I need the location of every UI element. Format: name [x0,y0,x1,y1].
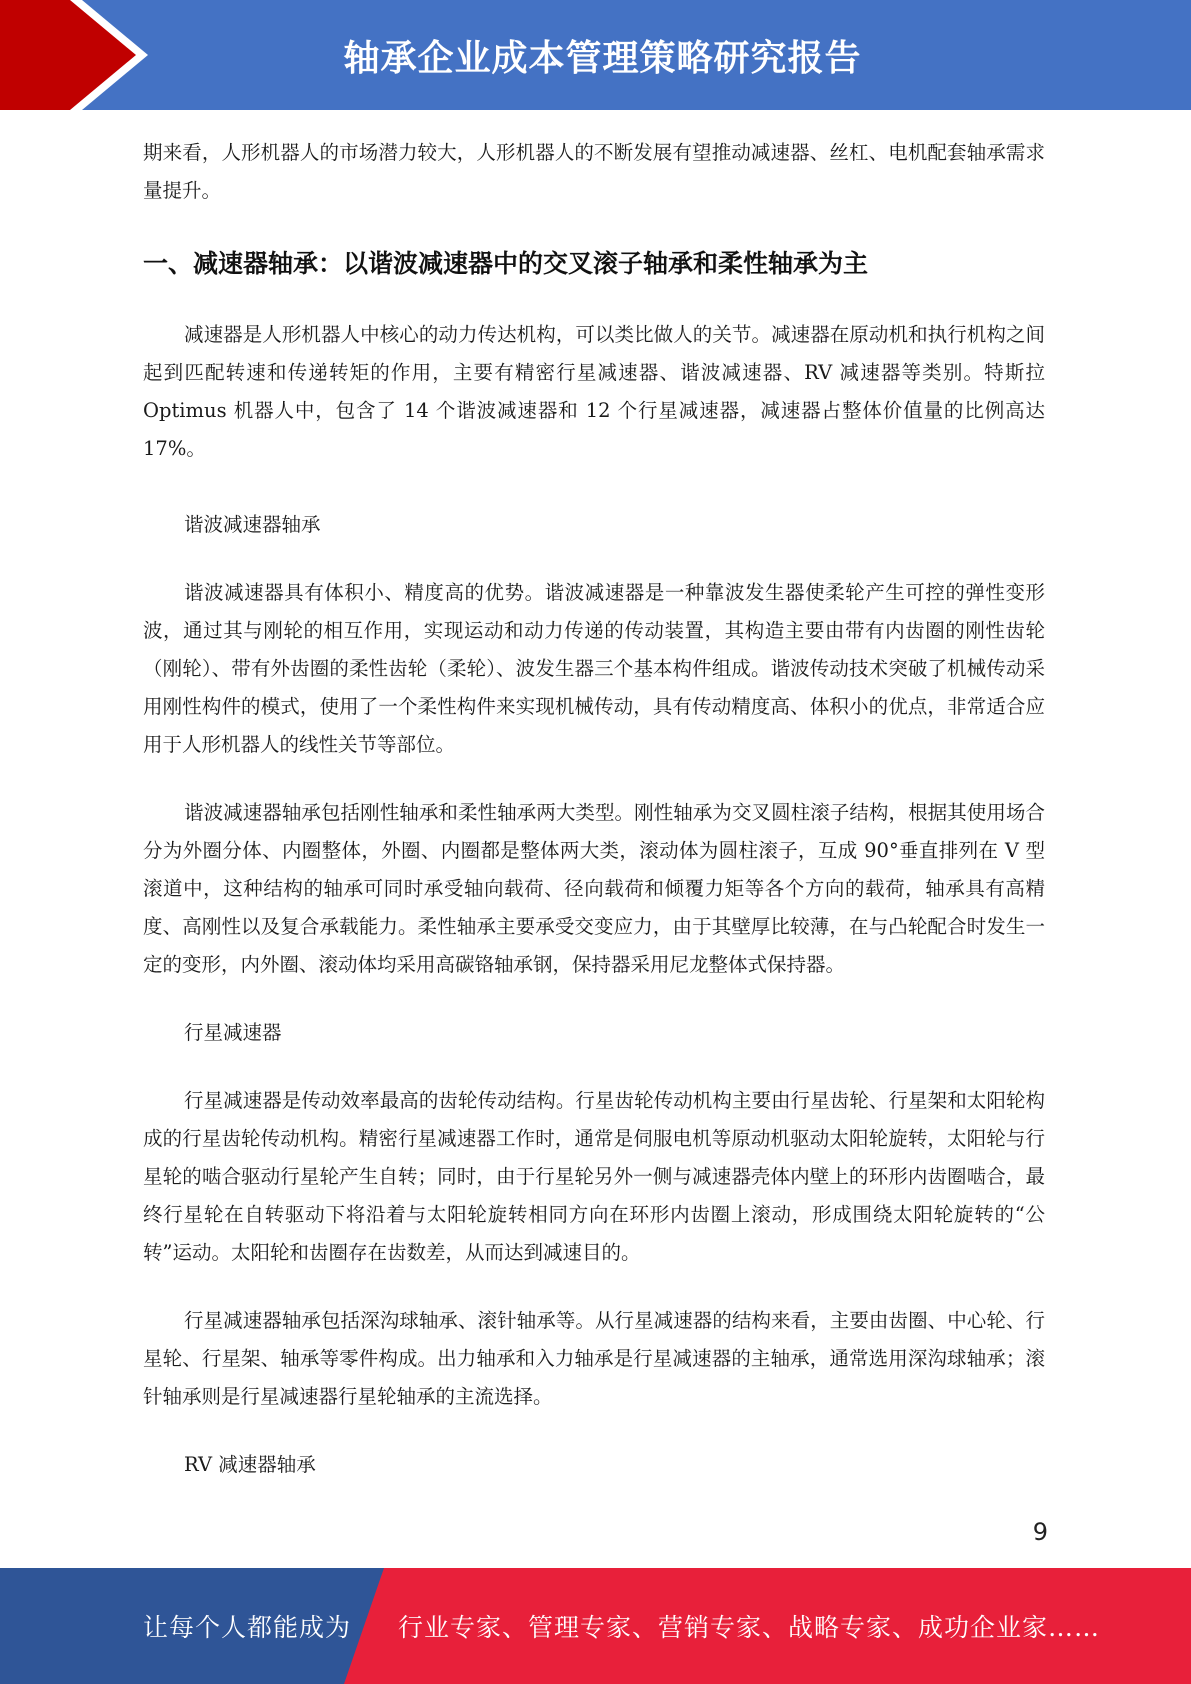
report-title: 轴承企业成本管理策略研究报告 [343,38,862,79]
subheading-harmonic-bearing: 谐波减速器轴承 [184,513,321,536]
harmonic-reducer-paragraph: 谐波减速器具有体积小、精度高的优势。谐波减速器是一种靠波发生器使柔轮产生可控的弹性变形波，通过其与刚轮的相互作用，实现运动和动力传递的传动装置，其构造主要由带有内齿圈的刚性齿轮（刚轮）、带有外齿圈的柔性齿轮（柔轮）、波发生器三个基本构件组成。谐波传动技术突破了机械传动采用刚性构件的模式，使用了一个柔性构件来实现机械传动，具有传动精度高、体积小的优点，非常适合应用于人形机器人的线性关节等部位。 [143,581,1045,756]
planetary-reducer-paragraph: 行星减速器是传动效率最高的齿轮传动结构。行星齿轮传动机构主要由行星齿轮、行星架和太阳轮构成的行星齿轮传动机构。精密行星减速器工作时，通常是伺服电机等原动机驱动太阳轮旋转，太阳轮与行星轮的啮合驱动行星轮产生自转；同时，由于行星轮另外一侧与减速器壳体内壁上的环形内齿圈啮合，最终行星轮在自转驱动下将沿着与太阳轮旋转相同方向在环形内齿圈上滚动，形成围绕太阳轮旋转的“公转”运动。太阳轮和齿圈存在齿数差，从而达到减速目的。 [143,1089,1045,1264]
footer-slogan-right: 行业专家、管理专家、营销专家、战略专家、成功企业家…… [398,1613,1101,1642]
planetary-bearing-paragraph: 行星减速器轴承包括深沟球轴承、滚针轴承等。从行星减速器的结构来看，主要由齿圈、中心轮、行星轮、行星架、轴承等零件构成。出力轴承和入力轴承是行星减速器的主轴承，通常选用深沟球轴承；滚针轴承则是行星减速器行星轮轴承的主流选择。 [143,1309,1045,1408]
page-number: 9 [1032,1518,1048,1546]
subheading-planetary-reducer: 行星减速器 [184,1021,282,1044]
subheading-rv-bearing: RV 减速器轴承 [184,1453,316,1476]
page-footer [0,1568,1191,1684]
reducer-paragraph: 减速器是人形机器人中核心的动力传达机构，可以类比做人的关节。减速器在原动机和执行机构之间起到匹配转速和传递转矩的作用，主要有精密行星减速器、谐波减速器、RV 减速器等类别。特斯拉 Optimus 机器人中，包含了 14 个谐波减速器和 12 个行星减速器，减速器占整体价值量的比例高达 17%。 [143,323,1045,460]
intro-paragraph: 期来看，人形机器人的市场潜力较大，人形机器人的不断发展有望推动减速器、丝杠、电机配套轴承需求量提升。 [143,141,1045,202]
page-content [143,134,1045,1484]
section-heading: 一、减速器轴承：以谐波减速器中的交叉滚子轴承和柔性轴承为主 [143,249,869,278]
harmonic-bearing-paragraph: 谐波减速器轴承包括刚性轴承和柔性轴承两大类型。刚性轴承为交叉圆柱滚子结构，根据其使用场合分为外圈分体、内圈整体，外圈、内圈都是整体两大类，滚动体为圆柱滚子，互成 90°垂直排列在 V 型滚道中，这种结构的轴承可同时承受轴向载荷、径向载荷和倾覆力矩等各个方向的载荷，轴承具有高精度、高刚性以及复合承载能力。柔性轴承主要承受交变应力，由于其壁厚比较薄，在与凸轮配合时发生一定的变形，内外圈、滚动体均采用高碳铬轴承钢，保持器采用尼龙整体式保持器。 [143,801,1045,976]
footer-slogan-left: 让每个人都能成为 [143,1613,352,1642]
page-header [0,0,1191,110]
